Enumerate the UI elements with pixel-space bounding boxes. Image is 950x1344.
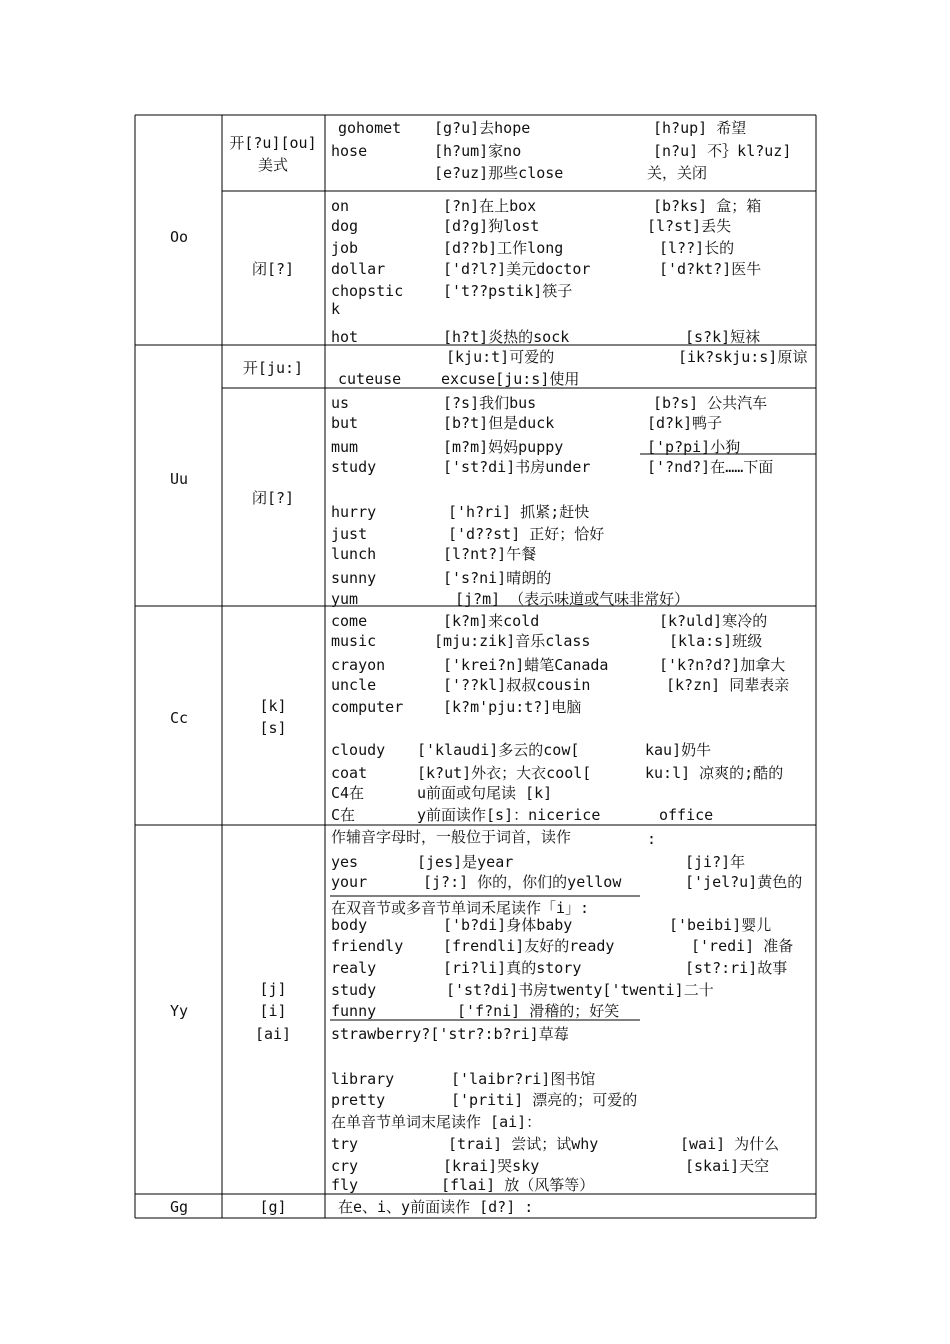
word: computer: [331, 698, 404, 716]
phonetic: [h?um]家no: [434, 142, 522, 160]
meaning: [k?zn] 同辈表亲: [666, 676, 790, 694]
word: fly: [331, 1176, 359, 1194]
word: yum: [331, 590, 359, 608]
phonetic: [?s]我们bus: [443, 394, 537, 412]
word: come: [331, 612, 368, 630]
phonetic: [k?ut]外衣；大衣cool[: [417, 764, 592, 782]
sound-label: [i]: [259, 1002, 287, 1020]
meaning: ['p?pi]小狗: [647, 438, 741, 456]
phonetic: [j?:] 你的，你们的yellow: [423, 873, 622, 891]
letter-cell: Oo: [169, 228, 189, 246]
phonetic: [trai] 尝试；试why: [448, 1135, 599, 1153]
phonetic: [?n]在上box: [443, 197, 537, 215]
sound-label: [ai]: [254, 1025, 292, 1043]
word: pretty: [331, 1091, 386, 1109]
sound-label: 开[?u][ou]: [229, 134, 317, 152]
sound-label: [k]: [259, 697, 287, 715]
meaning: ['?nd?]在……下面: [647, 458, 774, 476]
phonetic: [frendli]友好的ready: [443, 937, 615, 955]
phonetic: ['st?di]书房twenty['twenti]二十: [446, 981, 714, 999]
sound-label: 闭[?]: [251, 489, 295, 507]
word: yes: [331, 853, 359, 871]
word: coat: [331, 764, 368, 782]
word: hose: [331, 142, 368, 160]
letter-cell: Gg: [169, 1198, 189, 1216]
meaning: [n?u] 不｝kl?uz]: [653, 142, 792, 160]
sound-label: 美式: [257, 156, 289, 174]
meaning: ['k?n?d?]加拿大: [659, 656, 786, 674]
phonetic: [kju:t]可爱的: [446, 348, 555, 366]
phonetic: [ri?li]真的story: [443, 959, 582, 977]
phonetic: ['d?l?]美元doctor: [443, 260, 591, 278]
phonetic: ['t??pstik]筷子: [443, 282, 573, 300]
rule-note: 在双音节或多音节单词禾尾读作「i」:: [331, 899, 590, 917]
meaning: [s?k]短袜: [685, 328, 761, 346]
meaning: [l??]长的: [659, 239, 735, 257]
phonetic: [g?u]去hope: [434, 119, 531, 137]
word: study: [331, 981, 377, 999]
phonetic: ['laibr?ri]图书馆: [451, 1070, 596, 1088]
word: strawberry?['str?:b?ri]草莓: [331, 1025, 569, 1043]
phonetic: [jes]是year: [417, 853, 514, 871]
phonetic: [b?t]但是duck: [443, 414, 555, 432]
meaning: [kla:s]班级: [669, 632, 763, 650]
letter-cell: Cc: [169, 709, 189, 727]
phonetic: [l?nt?]午餐: [443, 545, 537, 563]
phonetic: [e?uz]那些close: [434, 164, 564, 182]
phonetic: ['b?di]身体baby: [443, 916, 573, 934]
meaning: ['beibi]婴儿: [669, 916, 772, 934]
word: hurry: [331, 503, 377, 521]
meaning: [skai]天空: [685, 1157, 770, 1175]
word: C在: [331, 806, 356, 824]
rule-note: 作辅音字母时，一般位于词首，读作: [331, 828, 572, 846]
word: friendly: [331, 937, 404, 955]
phonetic: [flai] 放（风筝等）: [441, 1176, 595, 1194]
meaning: kau]奶牛: [645, 741, 712, 759]
meaning: [h?up] 希望: [653, 119, 747, 137]
sound-label: [j]: [259, 980, 287, 998]
sound-label: [g]: [259, 1198, 287, 1216]
phonetic: ['st?di]书房under: [443, 458, 591, 476]
word: your: [331, 873, 368, 891]
word: dog: [331, 217, 359, 235]
meaning: ['redi] 准备: [691, 937, 794, 955]
meaning: [b?s] 公共汽车: [653, 394, 768, 412]
word: dollar: [331, 260, 386, 278]
word: lunch: [331, 545, 377, 563]
phonetic: [krai]哭sky: [443, 1157, 540, 1175]
meaning: ['jel?u]黄色的: [685, 873, 803, 891]
phonetic: u前面或句尾读 [k]: [417, 784, 553, 802]
phonetic: [m?m]妈妈puppy: [443, 438, 564, 456]
meaning: 关，关闭: [647, 164, 708, 182]
word: study: [331, 458, 377, 476]
phonetic: y前面读作[s]：nicerice: [417, 806, 601, 824]
word: chopstic: [331, 282, 404, 300]
meaning: [k?uld]寒冷的: [659, 612, 768, 630]
word: music: [331, 632, 377, 650]
phonetic: [j?m] （表示味道或气味非常好）: [455, 590, 690, 608]
phonetic: excuse[ju:s]使用: [441, 370, 580, 388]
phonetic: [d?g]狗lost: [443, 217, 540, 235]
meaning: [ji?]年: [685, 853, 746, 871]
word: sunny: [331, 569, 377, 587]
word: hot: [331, 328, 359, 346]
meaning: [st?:ri]故事: [685, 959, 788, 977]
word: job: [331, 239, 359, 257]
word: cry: [331, 1157, 359, 1175]
phonetic: [k?m'pju:t?]电脑: [443, 698, 582, 716]
word: us: [331, 394, 350, 412]
phonetic: ['??kl]叔叔cousin: [443, 676, 591, 694]
sound-label: 开[ju:]: [242, 359, 304, 377]
phonetic: ['s?ni]晴朗的: [443, 569, 552, 587]
meaning: ku:l] 凉爽的;酷的: [645, 764, 784, 782]
phonetic: ['priti] 漂亮的；可爱的: [451, 1091, 638, 1109]
word: k: [331, 300, 341, 318]
phonetic: ['f?ni] 滑稽的；好笑: [457, 1002, 620, 1020]
letter-cell: Yy: [169, 1002, 189, 1020]
word: cloudy: [331, 741, 386, 759]
word: library: [331, 1070, 395, 1088]
phonetic: [k?m]来cold: [443, 612, 540, 630]
meaning: ['d?kt?]医牛: [659, 260, 762, 278]
phonetic: [d??b]工作long: [443, 239, 564, 257]
word: uncle: [331, 676, 377, 694]
word: realy: [331, 959, 377, 977]
meaning: [wai] 为什么: [680, 1135, 780, 1153]
word: cuteuse: [338, 370, 402, 388]
meaning: [b?ks] 盒；箱: [653, 197, 762, 215]
rule-note: 在e、i、y前面读作 [d?] :: [338, 1198, 534, 1216]
phonetic: ['krei?n]蜡笔Canada: [443, 656, 609, 674]
word: just: [331, 525, 368, 543]
word: try: [331, 1135, 359, 1153]
word: crayon: [331, 656, 386, 674]
word: mum: [331, 438, 359, 456]
sound-label: [s]: [259, 719, 287, 737]
phonetic: ['klaudi]多云的cow[: [417, 741, 580, 759]
word: body: [331, 916, 368, 934]
phonetic: [mju:zik]音乐class: [434, 632, 591, 650]
rule-note: 在单音节单词末尾读作 [ai]：: [331, 1113, 542, 1131]
phonetic: ['h?ri] 抓紧;赶快: [448, 503, 590, 521]
meaning: [l?st]丢失: [647, 217, 732, 235]
word: gohomet: [338, 119, 402, 137]
meaning: [d?k]鸭子: [647, 414, 723, 432]
sound-label: 闭[?]: [251, 260, 295, 278]
word: but: [331, 414, 359, 432]
meaning: [ik?skju:s]原谅: [678, 348, 808, 366]
word: C4在: [331, 784, 365, 802]
phonetic: ['d??st] 正好；恰好: [448, 525, 605, 543]
word: on: [331, 197, 350, 215]
meaning: office: [659, 806, 714, 824]
phonetic: [h?t]炎热的sock: [443, 328, 570, 346]
word: funny: [331, 1002, 377, 1020]
letter-cell: Uu: [169, 470, 189, 488]
meaning: :: [647, 830, 657, 848]
